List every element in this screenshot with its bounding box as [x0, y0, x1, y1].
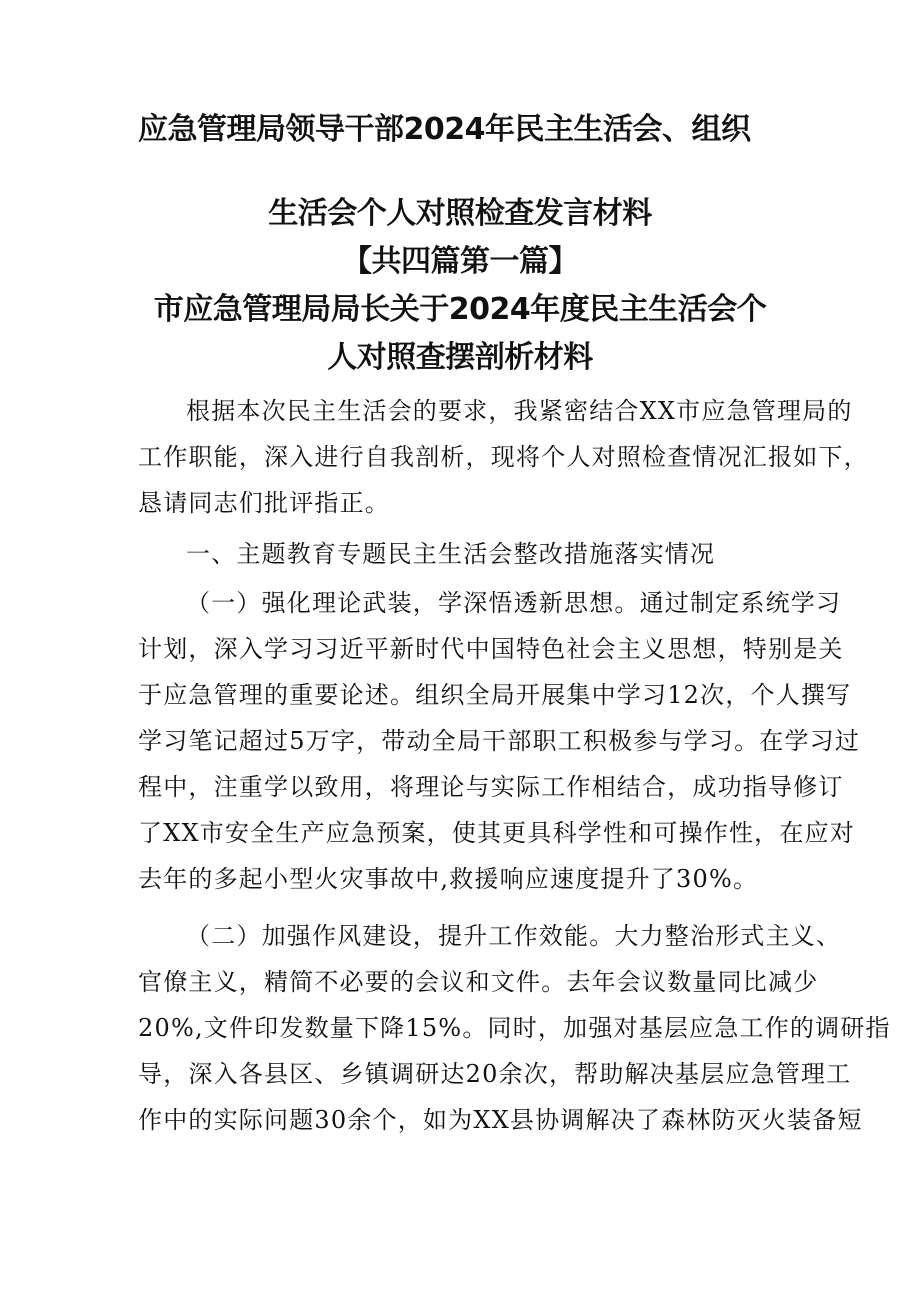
title-line-2: 生活会个人对照检查发言材料 — [268, 196, 652, 231]
title-line-3: 【共四篇第一篇】 — [342, 244, 578, 279]
item-one-line-1: （一）强化理论武装，学深悟透新思想。通过制定系统学习 — [186, 589, 842, 617]
section-one-heading: 一、主题教育专题民主生活会整改措施落实情况 — [186, 540, 716, 568]
item-two-line-2: 官僚主义，精简不必要的会议和文件。去年会议数量同比减少 — [138, 968, 819, 996]
title-line-4: 市应急管理局局长关于2024年度民主生活会个 — [153, 292, 767, 327]
intro-line-3: 恳请同志们批评指正。 — [138, 489, 390, 517]
item-one-line-7: 去年的多起小型火灾事故中,救援响应速度提升了30%。 — [138, 865, 759, 893]
intro-line-1: 根据本次民主生活会的要求，我紧密结合XX市应急管理局的 — [186, 397, 853, 425]
item-one-line-5: 程中，注重学以致用，将理论与实际工作相结合，成功指导修订 — [138, 773, 844, 801]
item-one-line-3: 于应急管理的重要论述。组织全局开展集中学习12次，个人撰写 — [138, 681, 852, 709]
item-one-line-6: 了XX市安全生产应急预案，使其更具科学性和可操作性，在应对 — [138, 819, 855, 847]
intro-line-2: 工作职能，深入进行自我剖析，现将个人对照检查情况汇报如下， — [138, 443, 869, 471]
item-two-line-5: 作中的实际问题30余个，如为XX县协调解决了森林防灭火装备短 — [138, 1106, 863, 1134]
item-two-line-4: 导，深入各县区、乡镇调研达20余次，帮助解决基层应急管理工 — [138, 1060, 852, 1088]
title-line-5: 人对照查摆剖析材料 — [327, 340, 593, 375]
item-two-line-1: （二）加强作风建设，提升工作效能。大力整治形式主义、 — [186, 922, 842, 950]
item-two-line-3: 20%,文件印发数量下降15%。同时，加强对基层应急工作的调研指 — [138, 1014, 891, 1042]
title-line-1: 应急管理局领导干部2024年民主生活会、组织 — [138, 112, 751, 147]
item-one-line-4: 学习笔记超过5万字，带动全局干部职工积极参与学习。在学习过 — [138, 727, 861, 755]
item-one-line-2: 计划，深入学习习近平新时代中国特色社会主义思想，特别是关 — [138, 635, 844, 663]
